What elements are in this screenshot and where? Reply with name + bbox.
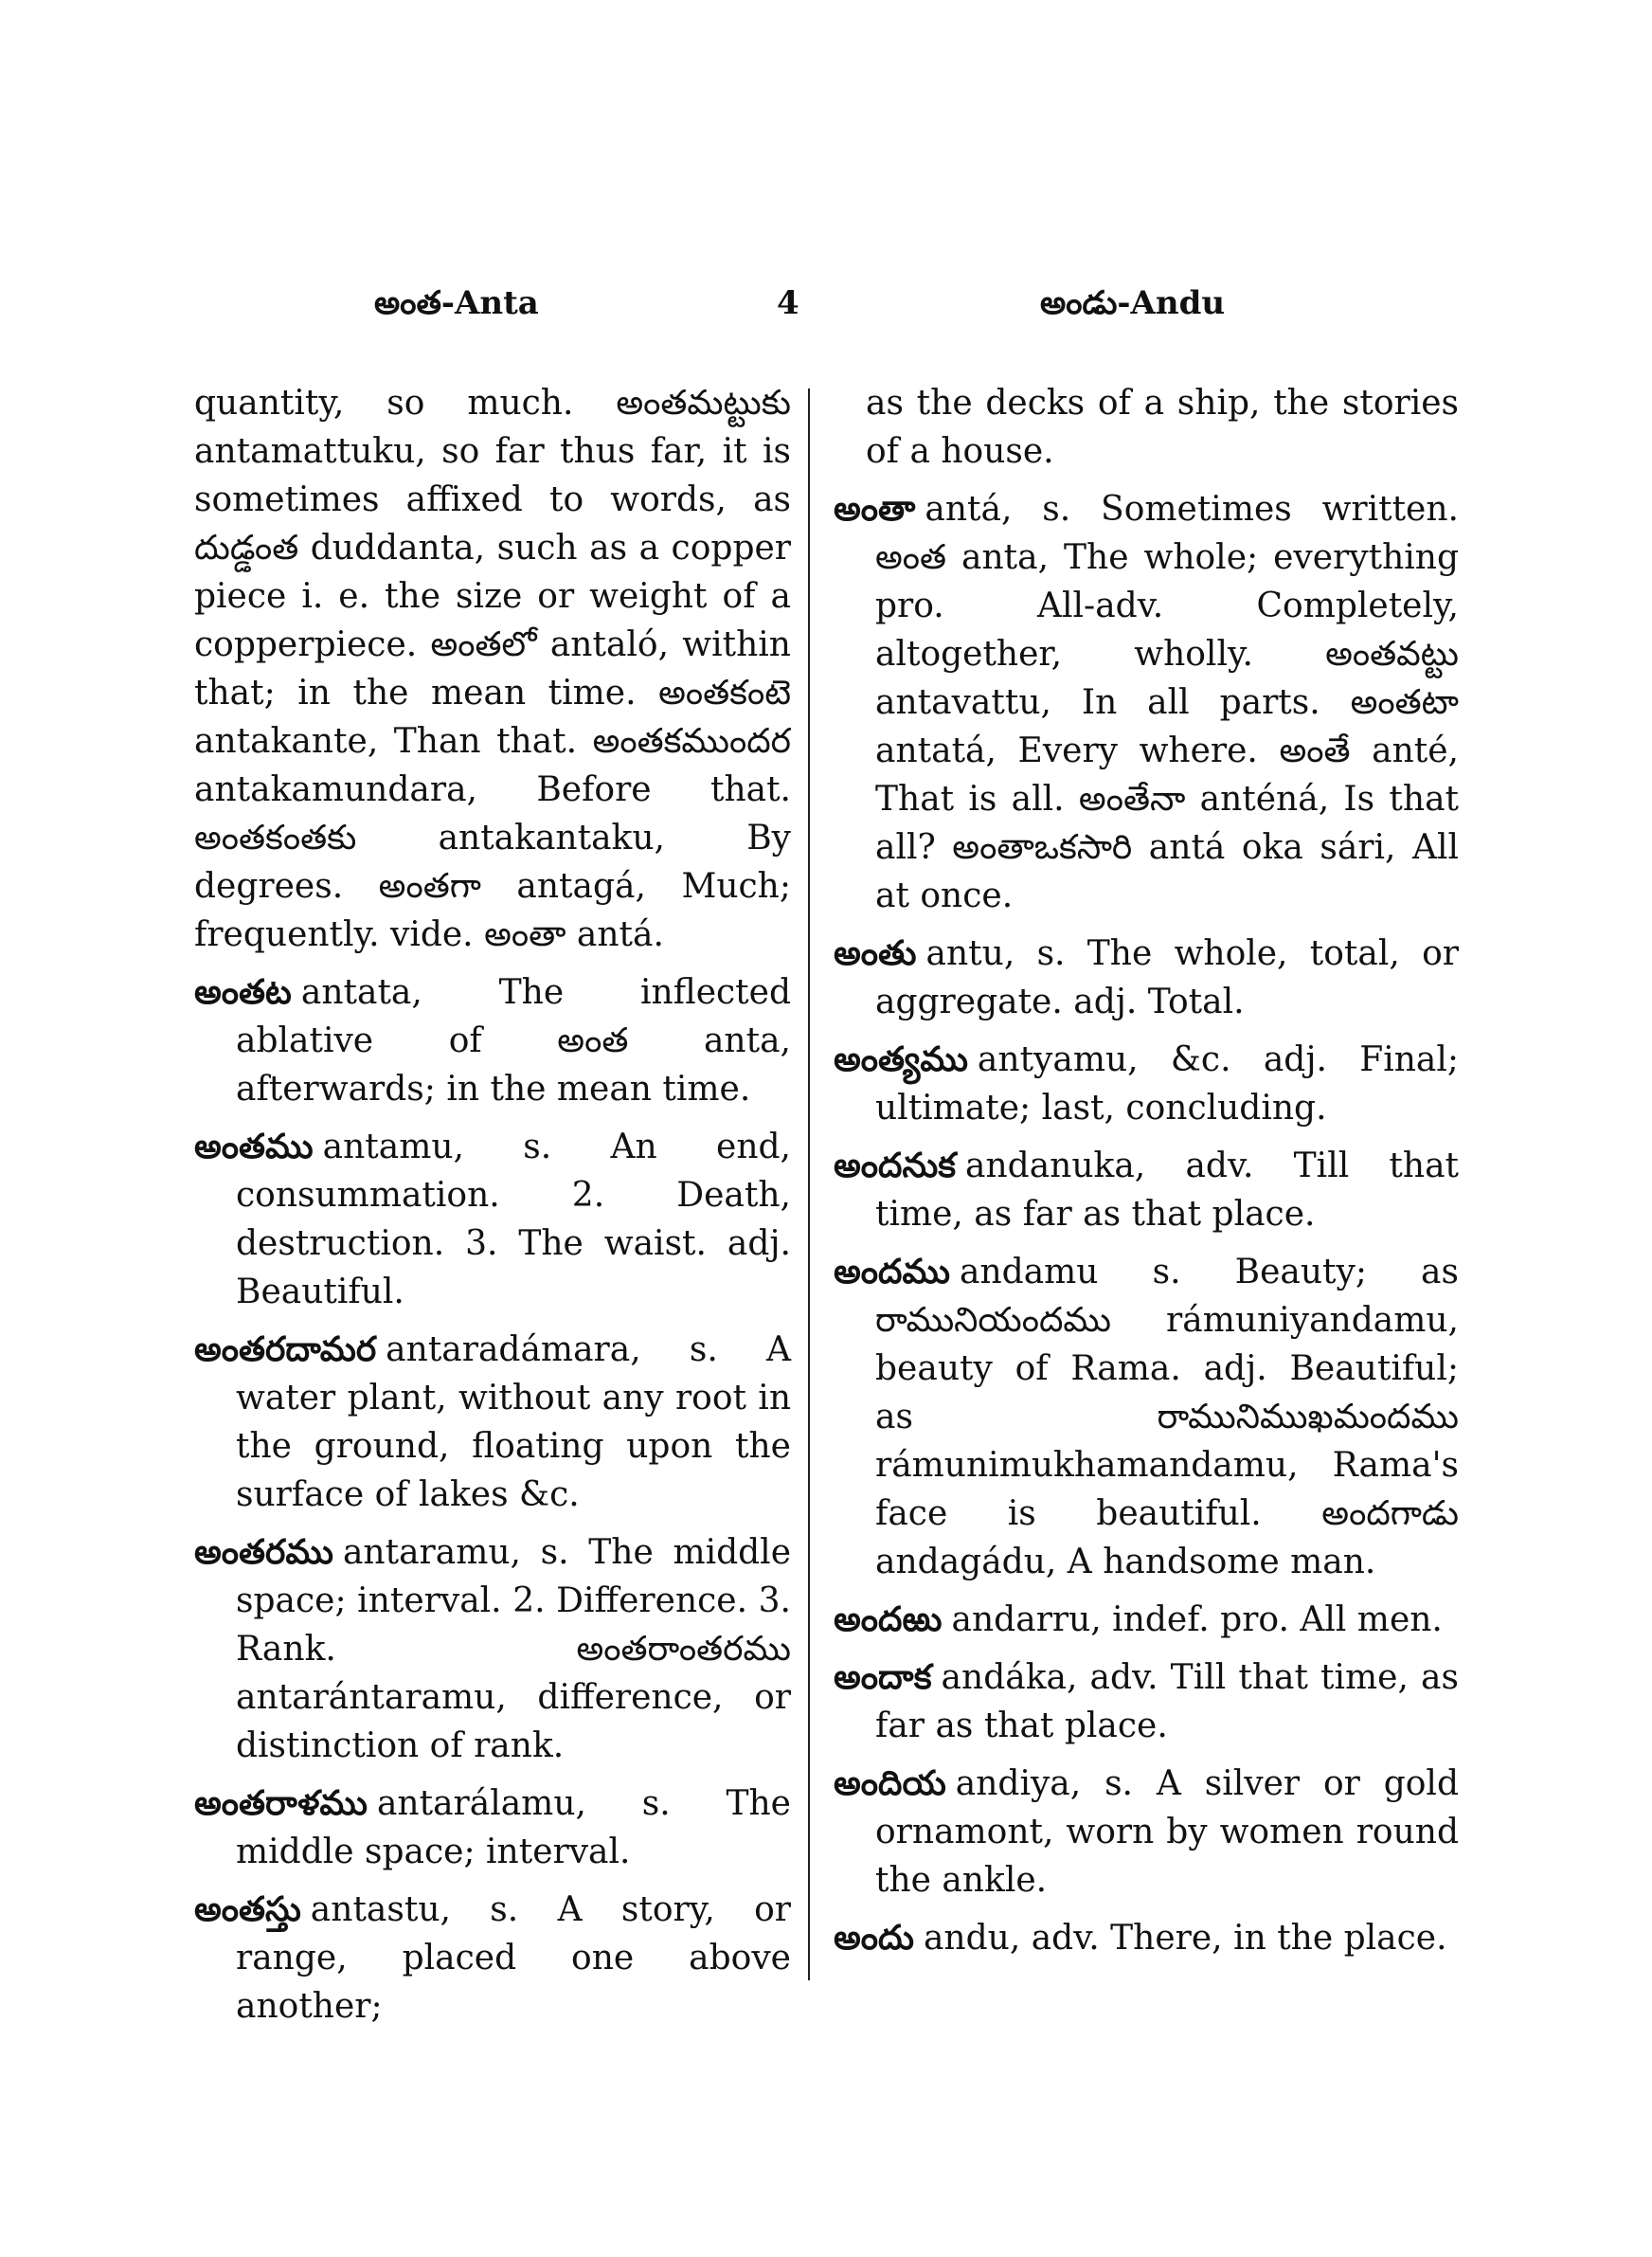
left-column	[194, 379, 791, 2040]
dictionary-entry	[834, 1142, 1459, 1238]
dictionary-entry	[194, 1326, 791, 1519]
entry-headword: అంతరదామర	[194, 1329, 377, 1369]
right-column	[834, 379, 1459, 1972]
column-divider	[808, 388, 810, 1980]
entry-text: andarru, indef. pro. All men.	[951, 1600, 1443, 1639]
entry-text: andamu s. Beauty; as రామునియందము rámuniyandamu, beauty of Rama. adj. Beautiful; as రామునిముఖమందము rámunimukhamandamu, Rama's face is beautiful. అందగాడు andagádu, A handsome man.	[875, 1253, 1459, 1581]
header-left-guide-word: అంత-Anta	[374, 284, 539, 322]
dictionary-entry-continued	[194, 379, 791, 959]
entry-text: antamu, s. An end, consummation. 2. Death, destruction. 3. The waist. adj. Beautiful.	[236, 1128, 791, 1311]
entry-text: antá, s. Sometimes written. అంత anta, The whole; everything pro. All-adv. Completely, altogether, wholly. అంతవట్టు antavattu, In all parts. అంతటా antatá, Every where. అంతే anté, That is all. అంతేనా anténá, Is that all? అంతాఒకసారి antá oka sári, All at once.	[875, 490, 1459, 915]
entry-headword: అందియ	[834, 1763, 946, 1803]
entry-headword: అందఱు	[834, 1599, 943, 1639]
dictionary-entry	[194, 968, 791, 1113]
dictionary-entry	[194, 1886, 791, 2031]
entry-headword: అంతా	[834, 489, 916, 529]
entry-text: quantity, so much. అంతమట్టుకు antamattuku, so far thus far, it is sometimes affixed to words, as దుడ్డంత duddanta, such as a copper piece i. e. the size or weight of a copperpiece. అంతలో antaló, within that; in the mean time. అంతకంటె antakante, Than that. అంతకముందర antakamundara, Before that. అంతకంతకు antakantaku, By degrees. అంతగా antagá, Much; frequently. vide. అంతా antá.	[194, 384, 791, 954]
dictionary-entry-continued	[834, 379, 1459, 476]
entry-headword: అంతస్తు	[194, 1889, 301, 1929]
dictionary-entry	[194, 1123, 791, 1316]
entry-headword: అంత్యము	[834, 1039, 968, 1079]
entry-text: antastu, s. A story, or range, placed one above another;	[236, 1890, 791, 2026]
dictionary-entry	[194, 1779, 791, 1876]
entry-text: antarálamu, s. The middle space; interval.	[236, 1784, 791, 1871]
entry-text: antu, s. The whole, total, or aggregate. adj. Total.	[875, 934, 1459, 1021]
dictionary-entry	[834, 1036, 1459, 1132]
dictionary-entry	[834, 1653, 1459, 1750]
entry-headword: అందాక	[834, 1657, 932, 1697]
entry-text: as the decks of a ship, the stories of a house.	[866, 384, 1459, 471]
entry-headword: అంతట	[194, 972, 292, 1012]
dictionary-entry	[834, 1760, 1459, 1905]
dictionary-entry	[834, 930, 1459, 1026]
dictionary-entry	[834, 1596, 1459, 1644]
entry-text: antaramu, s. The middle space; interval. 2. Difference. 3. Rank. అంతరాంతరము antarántaramu, difference, or distinction of rank.	[236, 1533, 791, 1765]
dictionary-entry	[834, 1914, 1459, 1962]
entry-headword: అందము	[834, 1252, 951, 1291]
dictionary-entry	[834, 1248, 1459, 1586]
entry-text: antaradámara, s. A water plant, without any root in the ground, floating upon the surface of lakes &c.	[236, 1330, 791, 1514]
page-header	[0, 275, 1652, 332]
header-right-guide-word: అండు-Andu	[1040, 284, 1226, 322]
dictionary-entry	[194, 1528, 791, 1770]
entry-text: andiya, s. A silver or gold ornamont, worn by women round the ankle.	[875, 1764, 1459, 1900]
entry-text: andu, adv. There, in the place.	[923, 1919, 1447, 1958]
entry-headword: అంతు	[834, 933, 917, 973]
entry-headword: అంతరము	[194, 1532, 333, 1572]
entry-headword: అందనుక	[834, 1146, 956, 1185]
entry-text: antata, The inflected ablative of అంత anta, afterwards; in the mean time.	[236, 973, 791, 1109]
dictionary-entry	[834, 485, 1459, 920]
entry-headword: అంతరాళము	[194, 1783, 368, 1823]
entry-headword: అంతము	[194, 1127, 314, 1166]
page-number: 4	[777, 284, 799, 322]
entry-headword: అందు	[834, 1918, 914, 1958]
entry-text: andáka, adv. Till that time, as far as that place.	[875, 1658, 1459, 1745]
entry-text: andanuka, adv. Till that time, as far as that place.	[875, 1147, 1459, 1234]
entry-text: antyamu, &c. adj. Final; ultimate; last, concluding.	[875, 1040, 1459, 1128]
